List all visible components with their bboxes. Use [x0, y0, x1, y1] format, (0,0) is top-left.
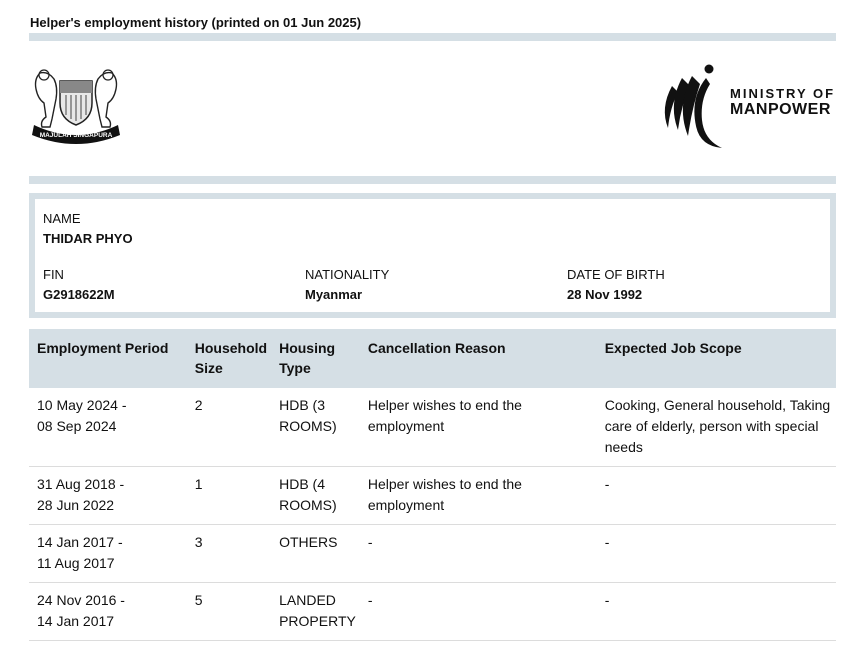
- employment-period-cell: 10 May 2024 - 08 Sep 2024: [29, 388, 187, 467]
- helper-name: THIDAR PHYO: [43, 231, 133, 246]
- household-size-cell: 3: [187, 525, 271, 583]
- mom-logo-line1: MINISTRY OF: [730, 86, 836, 101]
- employment-period-cell: 24 Nov 2016 - 14 Jan 2017: [29, 583, 187, 641]
- helper-fin: G2918622M: [43, 287, 115, 302]
- header-housing-type: Housing Type: [271, 329, 360, 388]
- housing-type-cell: OTHERS: [271, 525, 360, 583]
- name-label: NAME: [43, 211, 81, 226]
- employment-history-table: [29, 329, 836, 641]
- fin-label: FIN: [43, 267, 64, 282]
- helper-details-panel: [29, 193, 836, 318]
- top-divider: [29, 33, 836, 41]
- helper-dob: 28 Nov 1992: [567, 287, 643, 302]
- cancellation-reason-cell: -: [360, 525, 597, 583]
- job-scope-cell: Cooking, General household, Taking care of elderly, person with special needs: [597, 388, 836, 467]
- housing-type-cell: HDB (3 ROOMS): [271, 388, 360, 467]
- employment-period-cell: 31 Aug 2018 - 28 Jun 2022: [29, 467, 187, 525]
- household-size-cell: 5: [187, 583, 271, 641]
- nationality-label: NATIONALITY: [305, 267, 390, 282]
- helper-nationality: Myanmar: [305, 287, 363, 302]
- job-scope-cell: -: [597, 525, 836, 583]
- section-divider: [29, 176, 836, 184]
- cancellation-reason-cell: Helper wishes to end the employment: [360, 467, 597, 525]
- header-household-size: Household Size: [187, 329, 271, 388]
- page-title: Helper's employment history (printed on 01 Jun 2025): [30, 15, 362, 30]
- dob-label: DATE OF BIRTH: [567, 267, 665, 282]
- table-header-row: [29, 329, 836, 388]
- cancellation-reason-cell: -: [360, 583, 597, 641]
- housing-type-cell: HDB (4 ROOMS): [271, 467, 360, 525]
- household-size-cell: 2: [187, 388, 271, 467]
- table-row: [29, 525, 836, 583]
- housing-type-cell: LANDED PROPERTY: [271, 583, 360, 641]
- crest-motto: MAJULAH SINGAPURA: [39, 132, 113, 139]
- ministry-of-manpower-logo: [660, 64, 836, 150]
- table-row: [29, 388, 836, 467]
- job-scope-cell: -: [597, 467, 836, 525]
- singapore-crest-logo: [30, 63, 122, 145]
- mom-logo-line2: MANPOWER: [730, 101, 831, 118]
- household-size-cell: 1: [187, 467, 271, 525]
- employment-period-cell: 14 Jan 2017 - 11 Aug 2017: [29, 525, 187, 583]
- table-row: [29, 583, 836, 641]
- cancellation-reason-cell: Helper wishes to end the employment: [360, 388, 597, 467]
- header-employment-period: Employment Period: [29, 329, 187, 388]
- header-expected-job-scope: Expected Job Scope: [597, 329, 836, 388]
- table-row: [29, 467, 836, 525]
- header-cancellation-reason: Cancellation Reason: [360, 329, 597, 388]
- job-scope-cell: -: [597, 583, 836, 641]
